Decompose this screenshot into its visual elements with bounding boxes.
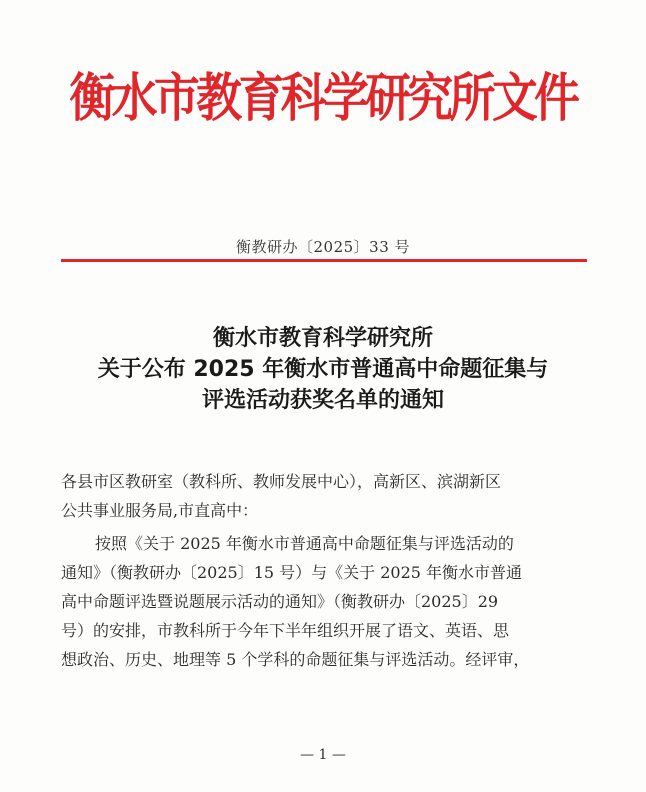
- body-line-3: 高中命题评选暨说题展示活动的通知》（衡教研办〔2025〕29: [61, 592, 499, 611]
- issuing-org-title: 衡水市教育科学研究所文件: [69, 69, 577, 129]
- body-line-1: 按照《关于 2025 年衡水市普通高中命题征集与评选活动的: [95, 534, 514, 553]
- notice-title-line-2: 关于公布 2025 年衡水市普通高中命题征集与: [97, 357, 549, 382]
- body-line-4: 号）的安排，市教科所于今年下半年组织开展了语文、英语、思: [61, 621, 510, 640]
- document-number: 衡教研办〔2025〕33 号: [235, 238, 411, 256]
- body-paragraph: [61, 529, 591, 674]
- body-line-2: 通知》（衡教研办〔2025〕15 号）与《关于 2025 年衡水市普通: [61, 563, 523, 582]
- red-divider-line: [61, 259, 587, 262]
- salutation: [61, 467, 591, 525]
- page-number: — 1 —: [300, 747, 346, 763]
- salutation-line-2: 公共事业服务局,市直高中：: [61, 501, 259, 520]
- notice-title-line-3: 评选活动获奖名单的通知: [201, 388, 444, 413]
- notice-title: [0, 323, 646, 416]
- salutation-line-1: 各县市区教研室（教科所、教师发展中心），高新区、滨湖新区: [61, 472, 502, 491]
- notice-title-line-1: 衡水市教育科学研究所: [212, 326, 433, 351]
- body-line-5: 想政治、历史、地理等 5 个学科的命题征集与评选活动。经评审，: [61, 650, 530, 669]
